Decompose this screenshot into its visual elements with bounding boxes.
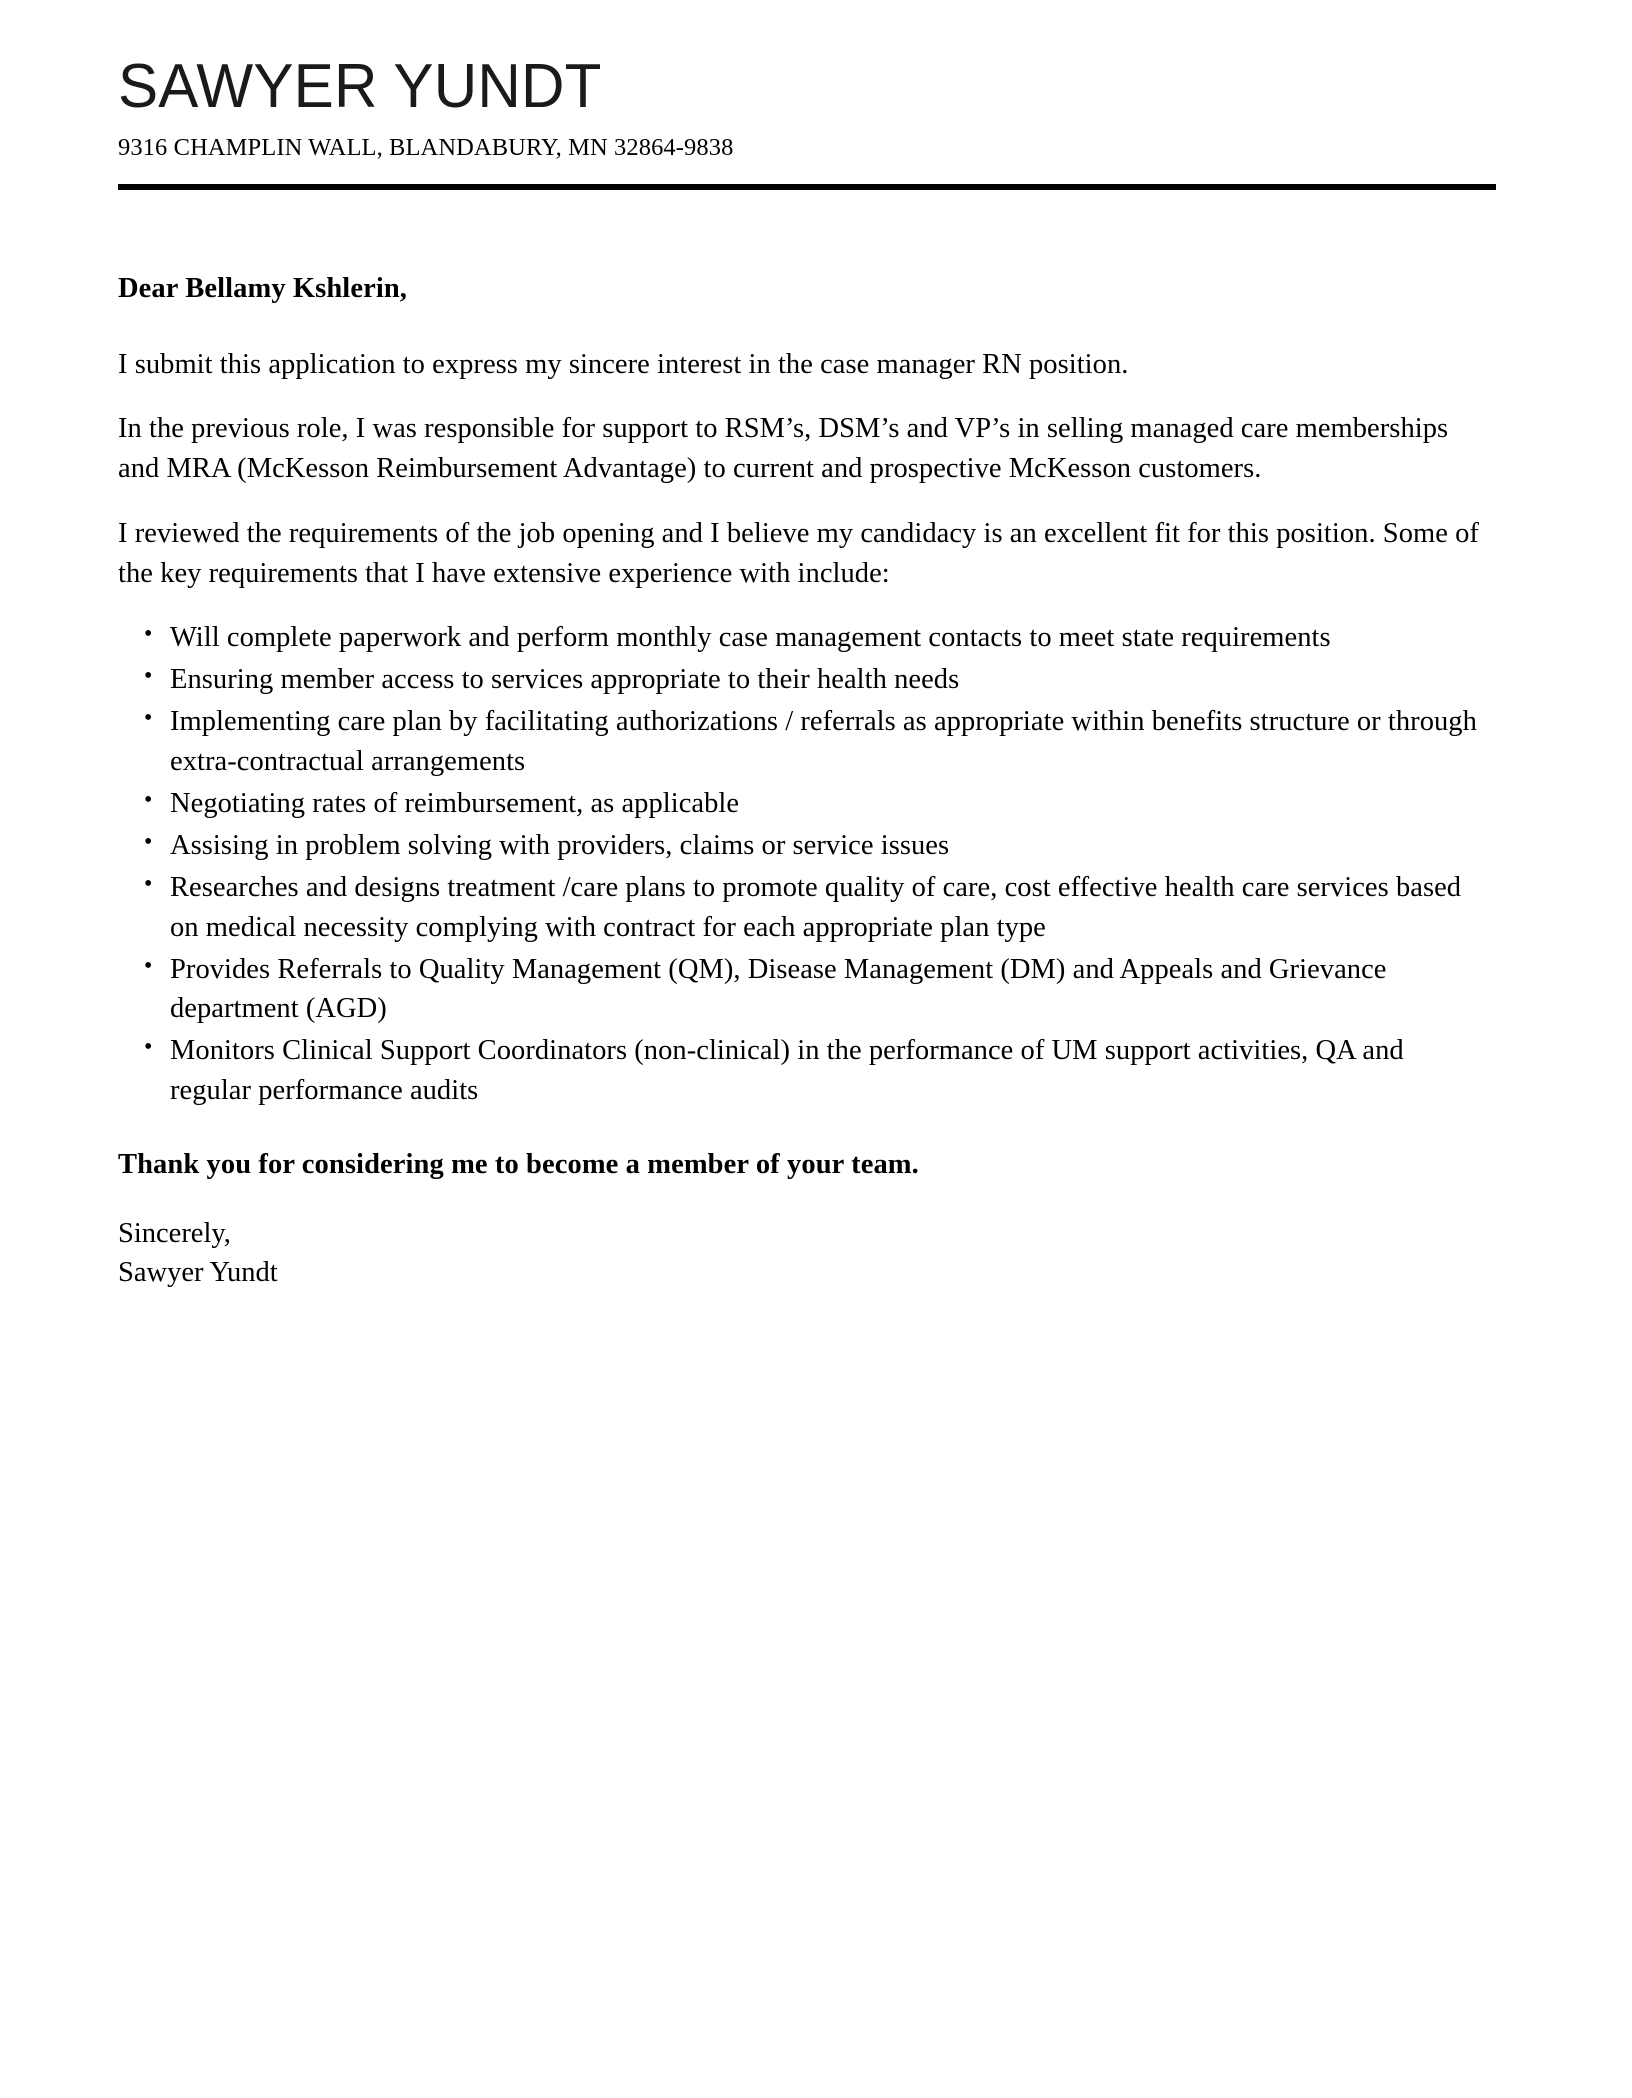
list-item: • Negotiating rates of reimbursement, as applicable: [118, 784, 1488, 824]
signature-block: [118, 1215, 1488, 1293]
applicant-address: 9316 CHAMPLIN WALL, BLANDABURY, MN 32864-9838: [118, 133, 734, 161]
paragraph-intro: I submit this application to express my sincere interest in the case manager RN position.: [118, 348, 1129, 380]
list-item: • Researches and designs treatment /care plans to promote quality of care, cost effective health care services based on medical necessity complying with contract for each appropriate plan type: [118, 868, 1488, 948]
paragraph-requirements-intro: I reviewed the requirements of the job opening and I believe my candidacy is an excellent fit for this position. Some of the key requirements that I have extensive experience with include:: [118, 517, 1479, 590]
header-divider: [118, 184, 1496, 190]
paragraph-previous-role: In the previous role, I was responsible for support to RSM’s, DSM’s and VP’s in selling managed care memberships and MRA (McKesson Reimbursement Advantage) to current and prospective McKesson customers.: [118, 413, 1449, 485]
letter-body: [118, 270, 1488, 1292]
signature-name: Sawyer Yundt: [118, 1256, 278, 1288]
list-item: • Assising in problem solving with providers, claims or service issues: [118, 826, 1488, 866]
applicant-name: SAWYER YUNDT: [118, 52, 602, 121]
letterhead: [118, 0, 1508, 190]
list-item: • Ensuring member access to services appropriate to their health needs: [118, 660, 1488, 700]
signoff-line: Sincerely,: [118, 1217, 231, 1249]
list-item: • Monitors Clinical Support Coordinators (non-clinical) in the performance of UM support activities, QA and regular performance audits: [118, 1031, 1488, 1111]
list-item: • Implementing care plan by facilitating authorizations / referrals as appropriate within benefits structure or through extra-contractual arrangements: [118, 702, 1488, 782]
list-item: • Provides Referrals to Quality Management (QM), Disease Management (DM) and Appeals and Grievance department (AGD): [118, 950, 1488, 1030]
requirements-list: [118, 618, 1488, 1111]
list-item: • Will complete paperwork and perform monthly case management contacts to meet state requirements: [118, 618, 1488, 658]
closing-statement: Thank you for considering me to become a member of your team.: [118, 1149, 919, 1181]
salutation: Dear Bellamy Kshlerin,: [118, 273, 408, 305]
